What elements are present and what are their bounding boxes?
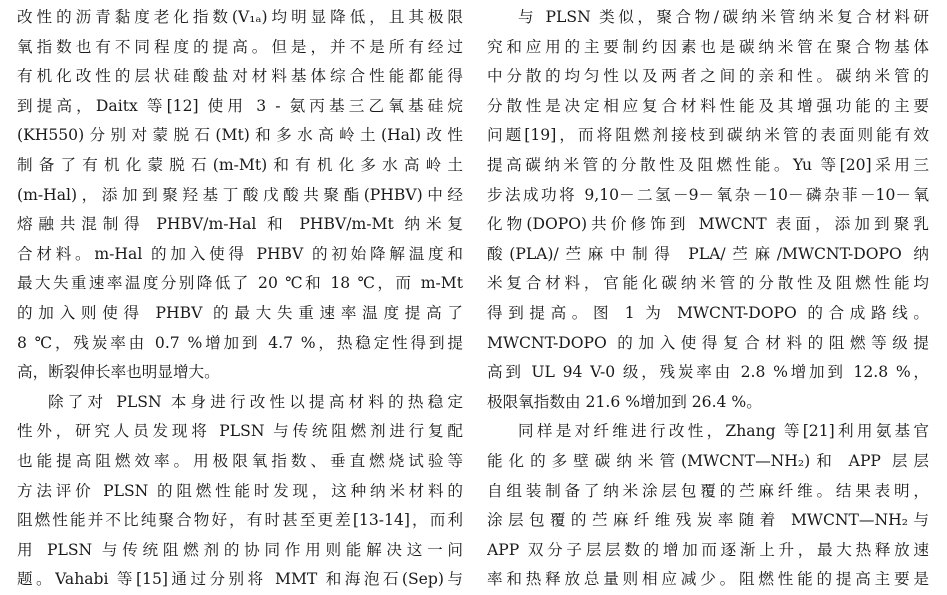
text-line: 8 ℃，残炭率由 0.7 %增加到 4.7 %，热稳定性得到提 bbox=[17, 333, 463, 352]
text-line: 极限氧指数由 21.6 %增加到 26.4 %。 bbox=[487, 392, 762, 411]
text-line: 究和应用的主要制约因素也是碳纳米管在聚合物基体 bbox=[487, 37, 929, 56]
text-line: 方法评价 PLSN 的阻燃性能时发现，这种纳米材料的 bbox=[17, 481, 463, 500]
text-line: 米复合材料，官能化碳纳米管的分散性及阻燃性能均 bbox=[487, 274, 929, 293]
text-line: (KH550)分别对蒙脱石(Mt)和多水高岭土(Hal)改性 bbox=[17, 126, 463, 145]
text-line: 提高碳纳米管的分散性及阻燃性能。Yu 等[20]采用三 bbox=[487, 155, 929, 174]
text-line: 酸(PLA)/苎麻中制得 PLA/苎麻/MWCNT-DOPO 纳 bbox=[487, 244, 929, 263]
text-line: 中分散的均匀性以及两者之间的亲和性。碳纳米管的 bbox=[487, 67, 929, 86]
text-line: 最大失重速率温度分别降低了 20 ℃和 18 ℃，而 m-Mt bbox=[17, 274, 463, 293]
text-line: 步法成功将 9,10－二氢－9－氧杂－10－磷杂菲－10－氧 bbox=[487, 185, 929, 204]
text-line: APP 双分子层层数的增加而逐渐上升，最大热释放速 bbox=[487, 540, 929, 559]
text-line: 自组装制备了纳米涂层包覆的苎麻纤维。结果表明， bbox=[487, 481, 929, 500]
text-line: 题。Vahabi 等[15]通过分别将 MMT 和海泡石(Sep)与 bbox=[17, 570, 463, 589]
text-line: 改性的沥青黏度老化指数(V₁ₐ)均明显降低，且其极限 bbox=[17, 8, 463, 26]
text-line: 除了对 PLSN 本身进行改性以提高材料的热稳定 bbox=[48, 392, 463, 411]
text-line: 同样是对纤维进行改性，Zhang 等[21]利用氨基官 bbox=[518, 422, 929, 441]
text-line: 高到 UL 94 V-0 级，残炭率由 2.8 %增加到 12.8 %， bbox=[487, 363, 929, 382]
right-text-column bbox=[487, 3, 929, 595]
text-line: 的加入则使得 PHBV 的最大失重速率温度提高了 bbox=[17, 303, 463, 322]
text-line: 到提高，Daitx 等[12] 使用 3 - 氨丙基三乙氧基硅烷 bbox=[17, 96, 463, 115]
text-line: 能化的多壁碳纳米管(MWCNT—NH₂)和 APP 层层 bbox=[487, 451, 929, 470]
text-line: 有机化改性的层状硅酸盐对材料基体综合性能都能得 bbox=[17, 67, 463, 86]
text-line: 性外，研究人员发现将 PLSN 与传统阻燃剂进行复配 bbox=[17, 422, 463, 441]
text-line: 分散性是决定相应复合材料性能及其增强功能的主要 bbox=[487, 96, 929, 115]
text-line: 高，断裂伸长率也明显增大。 bbox=[17, 363, 220, 382]
left-text-column bbox=[17, 3, 463, 595]
text-line: 用 PLSN 与传统阻燃剂的协同作用则能解决这一问 bbox=[17, 540, 463, 559]
text-line: 率和热释放总量则相应减少。阻燃性能的提高主要是 bbox=[487, 570, 929, 589]
text-line: 得到提高。图 1 为 MWCNT-DOPO 的合成路线。 bbox=[487, 303, 929, 322]
text-line: 也能提高阻燃效率。用极限氧指数、垂直燃烧试验等 bbox=[17, 451, 463, 470]
text-line: 涂层包覆的苎麻纤维残炭率随着 MWCNT—NH₂与 bbox=[487, 511, 929, 530]
text-line: 阻燃性能并不比纯聚合物好，有时甚至更差[13-14]，而利 bbox=[17, 511, 463, 530]
text-line: 化物(DOPO)共价修饰到 MWCNT 表面，添加到聚乳 bbox=[487, 215, 929, 234]
text-line: 问题[19]，而将阻燃剂接枝到碳纳米管的表面则能有效 bbox=[487, 126, 929, 145]
text-line: MWCNT-DOPO 的加入使得复合材料的阻燃等级提 bbox=[487, 333, 929, 352]
text-line: 熔融共混制得 PHBV/m-Hal 和 PHBV/m-Mt 纳米复 bbox=[17, 215, 463, 234]
text-line: 氧指数也有不同程度的提高。但是，并不是所有经过 bbox=[17, 37, 463, 56]
text-line: 合材料。m-Hal 的加入使得 PHBV 的初始降解温度和 bbox=[17, 244, 463, 263]
text-line: 与 PLSN 类似，聚合物/碳纳米管纳米复合材料研 bbox=[518, 8, 929, 26]
text-line: (m-Hal)，添加到聚羟基丁酸戊酸共聚酯(PHBV)中经 bbox=[17, 185, 463, 204]
text-line: 制备了有机化蒙脱石(m-Mt)和有机化多水高岭土 bbox=[17, 155, 463, 174]
